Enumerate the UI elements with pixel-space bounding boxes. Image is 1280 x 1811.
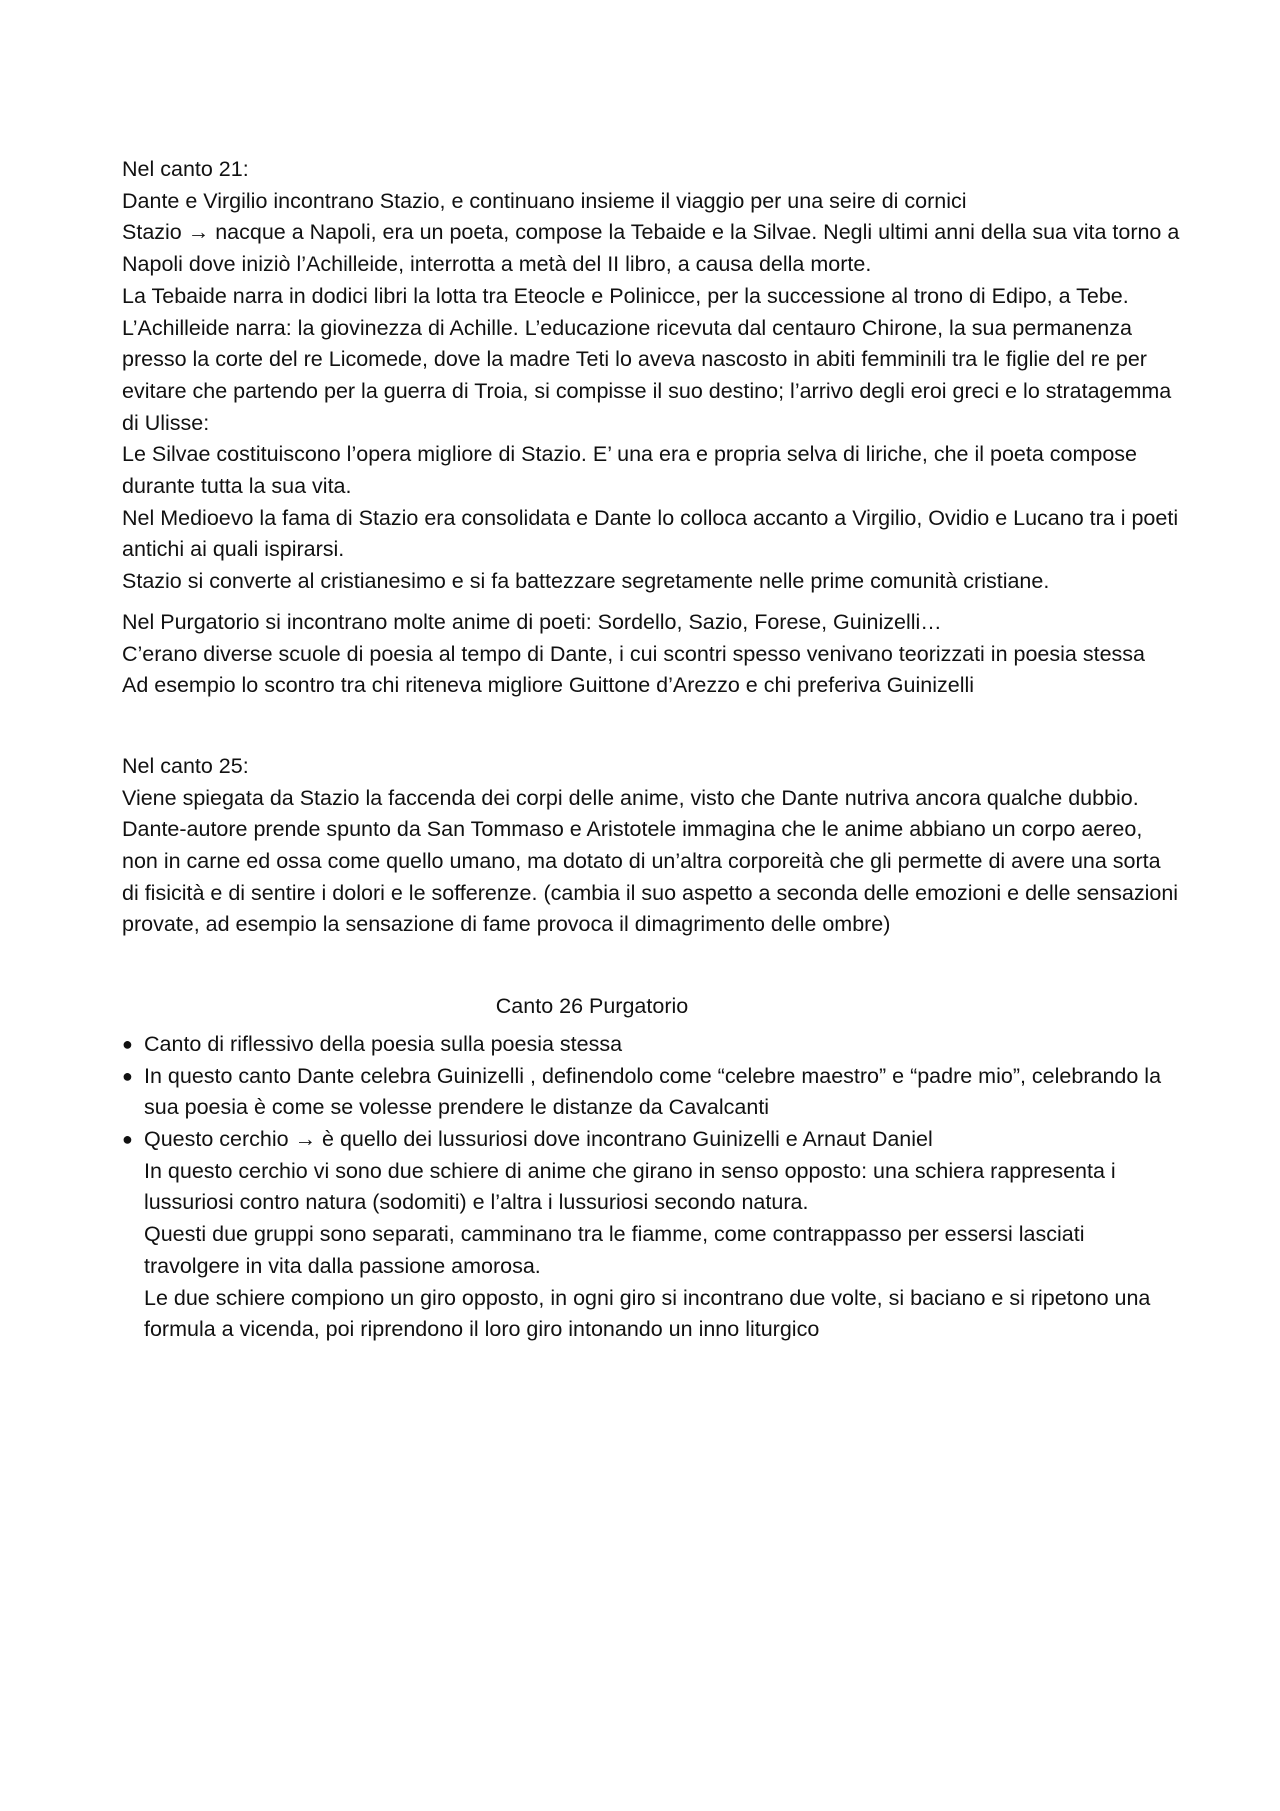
paragraph: Stazio si converte al cristianesimo e si fa battezzare segretamente nelle prime comunità cristiane. — [122, 569, 1050, 594]
paragraph: La Tebaide narra in dodici libri la lotta tra Eteocle e Polinicce, per la successione al trono di Edipo, a Tebe. — [122, 283, 1129, 308]
paragraph: C’erano diverse scuole di poesia al tempo di Dante, i cui scontri spesso venivano teorizzati in poesia stessa — [122, 641, 1145, 666]
paragraph: Nel canto 25: — [122, 753, 249, 778]
list-item-subparagraph: In questo cerchio vi sono due schiere di anime che girano in senso opposto: una schiera rappresenta i lussuriosi contro natura (sodomiti) e l’altra i lussuriosi secondo natura. — [144, 1158, 1116, 1215]
document-page — [122, 154, 1182, 1346]
section-canto-25 — [122, 751, 1182, 941]
list-item — [122, 1061, 1182, 1124]
paragraph: Nel Medioevo la fama di Stazio era consolidata e Dante lo colloca accanto a Virgilio, Ovidio e Lucano tra i poeti antichi ai quali ispirarsi. — [122, 505, 1179, 562]
paragraph: L’Achilleide narra: la giovinezza di Achille. L’educazione ricevuta dal centauro Chirone, la sua permanenza presso la corte del re Licomede, dove la madre Teti lo aveva nascosto in abiti femminili tra le figlie del re per evitare che partendo per la guerra di Troia, si compisse il suo destino; l’arrivo degli eroi greci e lo stratagemma di Ulisse: — [122, 315, 1172, 435]
list-item-subparagraph: Le due schiere compiono un giro opposto, in ogni giro si incontrano due volte, si baciano e si ripetono una formula a vicenda, poi riprendono il loro giro intonando un inno liturgico — [144, 1285, 1151, 1342]
paragraph: Dante-autore prende spunto da San Tommaso e Aristotele immagina che le anime abbiano un corpo aereo, non in carne ed ossa come quello umano, ma dotato di un’altra corporeità che gli permette di avere una sorta di fisicità e di sentire i dolori e le sofferenze. (cambia il suo aspetto a seconda delle emozioni e delle sensazioni provate, ad esempio la sensazione di fame provoca il dimagrimento delle ombre) — [122, 817, 1179, 937]
bullet-icon: ● — [122, 1033, 133, 1054]
section-poeti-purgatorio — [122, 607, 1182, 702]
bullet-list — [122, 1029, 1182, 1346]
bullet-icon: ● — [122, 1128, 133, 1149]
list-item-text: In questo canto Dante celebra Guinizelli , definendolo come “celebre maestro” e “padre mio”, celebrando la sua poesia è come se volesse prendere le distanze da Cavalcanti — [144, 1063, 1162, 1120]
section-canto-26 — [122, 991, 1182, 1346]
list-item-text: Questo cerchio → è quello dei lussuriosi dove incontrano Guinizelli e Arnaut Daniel — [144, 1126, 933, 1151]
paragraph: Viene spiegata da Stazio la faccenda dei corpi delle anime, visto che Dante nutriva ancora qualche dubbio. — [122, 785, 1139, 810]
paragraph: Nel Purgatorio si incontrano molte anime di poeti: Sordello, Sazio, Forese, Guinizelli… — [122, 609, 942, 634]
list-item — [122, 1124, 1182, 1346]
paragraph: Stazio → nacque a Napoli, era un poeta, compose la Tebaide e la Silvae. Negli ultimi anni della sua vita torno a Napoli dove iniziò l’Achilleide, interrotta a metà del II libro, a causa della morte. — [122, 220, 1180, 277]
list-item-subparagraph: Questi due gruppi sono separati, camminano tra le fiamme, come contrappasso per essersi lasciati travolgere in vita dalla passione amorosa. — [144, 1222, 1085, 1278]
paragraph: Nel canto 21: — [122, 157, 249, 181]
paragraph: Dante e Virgilio incontrano Stazio, e continuano insieme il viaggio per una seire di cornici — [122, 188, 967, 213]
list-item-text: Canto di riflessivo della poesia sulla poesia stessa — [144, 1031, 623, 1056]
bullet-icon: ● — [122, 1065, 133, 1086]
section-canto-21 — [122, 154, 1182, 598]
list-item — [122, 1029, 1182, 1061]
section-heading: Canto 26 Purgatorio — [495, 994, 689, 1019]
paragraph: Ad esempio lo scontro tra chi riteneva migliore Guittone d’Arezzo e chi preferiva Guinizelli — [122, 673, 975, 698]
paragraph: Le Silvae costituiscono l’opera migliore di Stazio. E’ una era e propria selva di liriche, che il poeta compose durante tutta la sua vita. — [122, 442, 1138, 499]
